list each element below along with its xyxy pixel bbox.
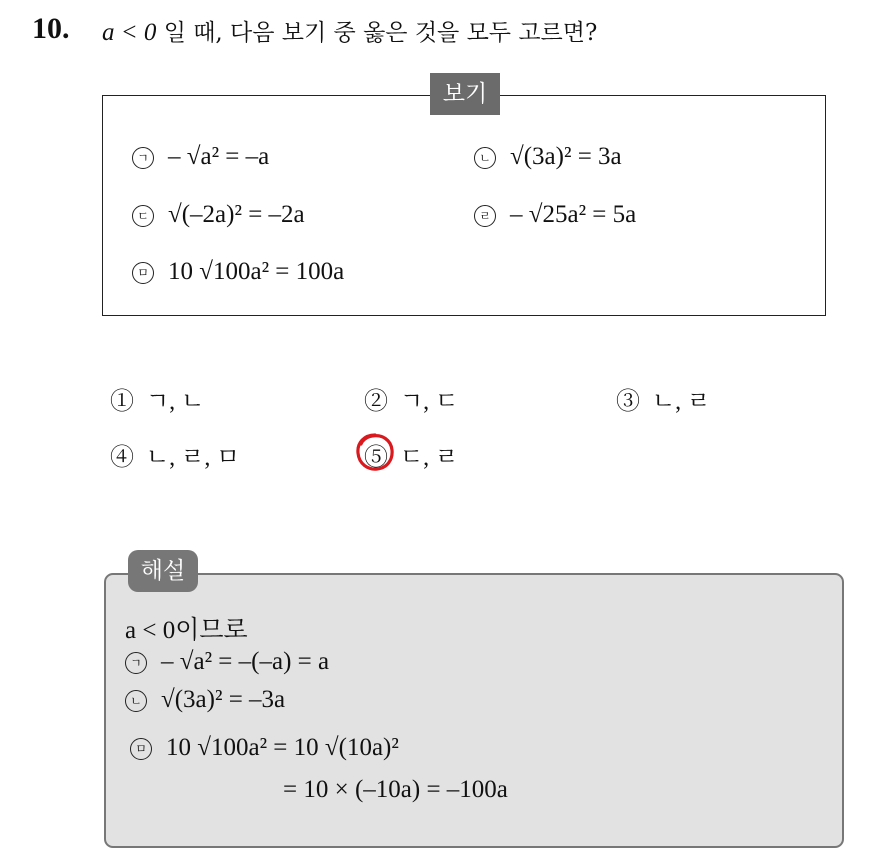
bogi-expr: – √25a² = 5a <box>510 201 637 228</box>
bogi-item-4 <box>474 201 636 229</box>
solution-expr: – √a² = –(–a) = a <box>161 648 330 675</box>
bogi-item-1 <box>132 143 269 171</box>
solution-mark: ㄱ <box>125 652 147 674</box>
solution-line-1 <box>125 648 329 676</box>
choice-number: ④ <box>110 445 134 471</box>
bogi-expr: 10 √100a² = 100a <box>168 258 345 285</box>
solution-line-4 <box>283 776 508 804</box>
choice-3[interactable] <box>616 381 710 416</box>
solution-line-3 <box>130 734 399 762</box>
answer-circle-mark <box>354 431 396 473</box>
choice-text: ㄴ, ㄹ, ㅁ <box>146 445 240 471</box>
solution-expr: √(3a)² = –3a <box>161 686 286 713</box>
bogi-item-3 <box>132 201 305 229</box>
choice-text: ㄴ, ㄹ <box>652 389 711 415</box>
solution-mark: ㅁ <box>130 738 152 760</box>
choice-text: ㄱ, ㄴ <box>146 389 205 415</box>
question-text <box>102 14 597 47</box>
bogi-expr: √(3a)² = 3a <box>510 143 622 170</box>
choice-text: ㄷ, ㄹ <box>400 445 459 471</box>
bogi-item-2 <box>474 143 622 171</box>
bogi-mark: ㅁ <box>132 262 154 284</box>
choice-text: ㄱ, ㄷ <box>400 389 459 415</box>
bogi-item-5 <box>132 258 344 286</box>
solution-tag: 해설 <box>128 550 198 592</box>
bogi-mark: ㄴ <box>474 147 496 169</box>
choice-number: ② <box>364 389 388 415</box>
bogi-expr: – √a² = –a <box>168 143 270 170</box>
bogi-mark: ㄱ <box>132 147 154 169</box>
bogi-mark: ㄹ <box>474 205 496 227</box>
choice-2[interactable] <box>364 381 458 416</box>
question-number: 10. <box>32 12 70 45</box>
solution-intro: a < 0이므로 <box>125 617 248 644</box>
question-condition: a < 0 <box>102 19 157 46</box>
choice-number: ③ <box>616 389 640 415</box>
solution-line-2 <box>125 686 285 714</box>
bogi-mark: ㄷ <box>132 205 154 227</box>
bogi-expr: √(–2a)² = –2a <box>168 201 305 228</box>
solution-mark: ㄴ <box>125 690 147 712</box>
choice-1[interactable] <box>110 381 204 416</box>
choice-4[interactable] <box>110 437 240 472</box>
bogi-tag: 보기 <box>430 73 500 115</box>
question-body: 일 때, 다음 보기 중 옳은 것을 모두 고르면? <box>163 20 598 46</box>
solution-expr: = 10 × (–10a) = –100a <box>283 776 508 803</box>
choice-number: ① <box>110 389 134 415</box>
choice-number: ⑤ <box>364 445 388 471</box>
solution-expr: 10 √100a² = 10 √(10a)² <box>166 734 399 761</box>
